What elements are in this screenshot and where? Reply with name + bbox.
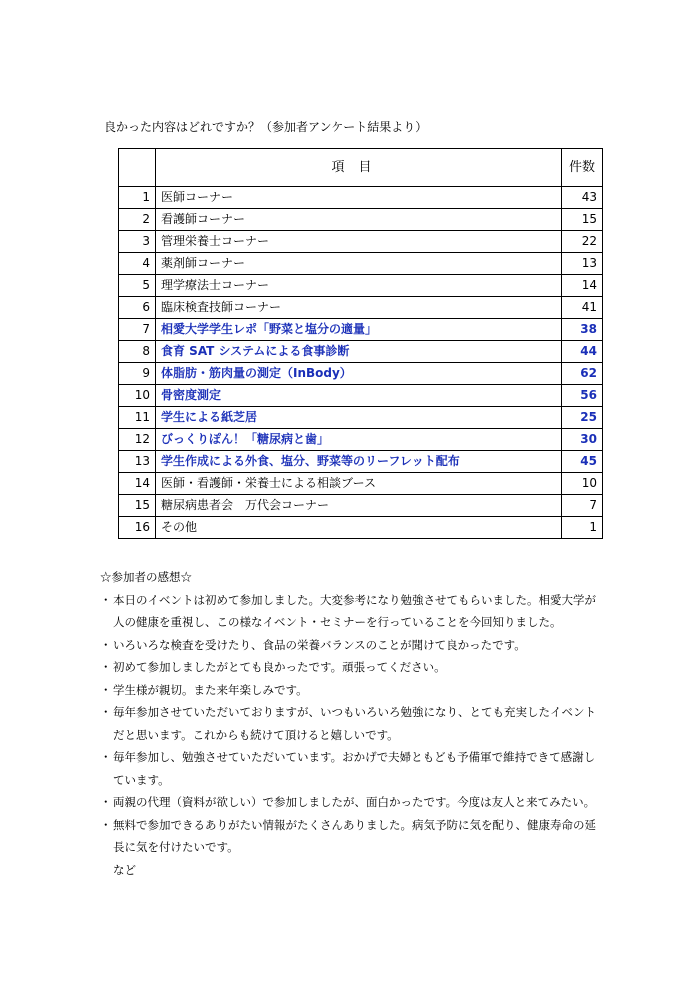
comment-bullet: ・ [100, 750, 112, 764]
comment-line: だと思います。これからも続けて頂けると嬉しいです。 [113, 727, 399, 742]
table-row [119, 517, 603, 539]
row-count-cell: 44 [562, 341, 603, 363]
row-number-cell: 2 [119, 209, 156, 231]
row-item-cell: その他 [156, 517, 562, 539]
comment-line: 人の健康を重視し、この様なイベント・セミナーを行っていることを今回知りました。 [113, 615, 562, 629]
comment-line: 本日のイベントは初めて参加しました。大変参考になり勉強させてもらいました。相愛大学が [113, 592, 596, 607]
row-item-cell: 学生による紙芝居 [156, 407, 562, 429]
row-count-cell: 25 [562, 407, 603, 429]
row-number-cell: 3 [119, 231, 156, 253]
comment-item [100, 656, 620, 679]
table-header-row [119, 149, 603, 187]
comment-item [100, 634, 620, 657]
row-count-cell: 41 [562, 297, 603, 319]
row-count-cell: 1 [562, 517, 603, 539]
table-row [119, 275, 603, 297]
table-row [119, 209, 603, 231]
comment-item [100, 679, 620, 702]
comment-bullet: ・ [100, 682, 112, 697]
row-count-cell: 38 [562, 319, 603, 341]
comment-line: 無料で参加できるありがたい情報がたくさんありました。病気予防に気を配り、健康寿命の延 [113, 817, 596, 832]
table-row [119, 253, 603, 275]
row-number-cell: 5 [119, 275, 156, 297]
row-count-cell: 56 [562, 385, 603, 407]
row-number-cell: 16 [119, 517, 156, 539]
row-number-cell: 4 [119, 253, 156, 275]
row-number-cell: 6 [119, 297, 156, 319]
row-item-cell: 臨床検査技師コーナー [156, 297, 562, 319]
survey-results-table [118, 148, 603, 539]
table-row [119, 473, 603, 495]
row-item-cell: 骨密度測定 [156, 385, 562, 407]
row-number-cell: 10 [119, 385, 156, 407]
row-count-cell: 62 [562, 363, 603, 385]
row-number-cell: 7 [119, 319, 156, 341]
comment-item [100, 746, 620, 791]
row-item-cell: 学生作成による外食、塩分、野菜等のリーフレット配布 [156, 451, 562, 473]
comment-bullet: ・ [100, 592, 112, 607]
comment-bullet: ・ [100, 637, 112, 652]
row-number-cell: 13 [119, 451, 156, 473]
row-number-cell: 12 [119, 429, 156, 451]
comment-line: いろいろな検査を受けたり、食品の栄養バランスのことが聞けて良かったです。 [113, 637, 526, 652]
comment-line: 初めて参加しましたがとても良かったです。頑張ってください。 [113, 660, 446, 674]
row-item-cell: 看護師コーナー [156, 209, 562, 231]
table-row [119, 231, 603, 253]
comment-line: ています。 [113, 772, 170, 787]
table-row [119, 407, 603, 429]
row-number-cell: 1 [119, 187, 156, 209]
table-row [119, 341, 603, 363]
row-count-cell: 43 [562, 187, 603, 209]
row-number-cell: 8 [119, 341, 156, 363]
row-item-cell: 医師コーナー [156, 187, 562, 209]
row-count-cell: 45 [562, 451, 603, 473]
comment-item [100, 814, 620, 859]
impressions-section [100, 566, 620, 881]
row-count-cell: 14 [562, 275, 603, 297]
impressions-title: ☆参加者の感想☆ [100, 570, 192, 584]
comment-line: 両親の代理（資料が欲しい）で参加しましたが、面白かったです。今度は友人と来てみたい。 [113, 795, 596, 809]
comment-line: 毎年参加させていただいておりますが、いつもいろいろ勉強になり、とても充実したイベント [113, 705, 596, 719]
header-count-cell: 件数 [562, 149, 603, 187]
row-item-cell: 薬剤師コーナー [156, 253, 562, 275]
row-number-cell: 15 [119, 495, 156, 517]
table-body [119, 187, 603, 539]
comments-list [100, 589, 620, 859]
comment-item [100, 791, 620, 814]
comment-line: 長に気を付けたいです。 [113, 840, 239, 854]
table-row [119, 319, 603, 341]
table-row [119, 495, 603, 517]
row-count-cell: 15 [562, 209, 603, 231]
comment-bullet: ・ [100, 660, 112, 674]
table-row [119, 187, 603, 209]
row-item-cell: 食育 SAT システムによる食事診断 [156, 341, 562, 363]
row-number-cell: 11 [119, 407, 156, 429]
row-count-cell: 30 [562, 429, 603, 451]
comment-item [100, 589, 620, 634]
table-row [119, 429, 603, 451]
table-row [119, 451, 603, 473]
row-count-cell: 13 [562, 253, 603, 275]
row-item-cell: 管理栄養士コーナー [156, 231, 562, 253]
row-count-cell: 22 [562, 231, 603, 253]
comment-line: 学生様が親切。また来年楽しみです。 [113, 682, 308, 697]
table-row [119, 363, 603, 385]
row-number-cell: 14 [119, 473, 156, 495]
closing-text: など [113, 862, 136, 877]
comment-bullet: ・ [100, 795, 112, 809]
row-item-cell: びっくりぽん！「糖尿病と歯」 [156, 429, 562, 451]
row-item-cell: 理学療法士コーナー [156, 275, 562, 297]
comment-item [100, 701, 620, 746]
survey-heading: 良かった内容はどれですか？（参加者アンケート結果より） [104, 120, 428, 134]
row-item-cell: 糖尿病患者会 万代会コーナー [156, 495, 562, 517]
header-item-cell: 項目 [156, 149, 562, 187]
comment-line: 毎年参加し、勉強させていただいています。おかげで夫婦ともども予備軍で維持できて感謝し [113, 750, 596, 764]
table-row [119, 385, 603, 407]
table-row [119, 297, 603, 319]
row-item-cell: 医師・看護師・栄養士による相談ブース [156, 473, 562, 495]
row-count-cell: 10 [562, 473, 603, 495]
header-number-cell [119, 149, 156, 187]
comment-bullet: ・ [100, 817, 112, 832]
row-item-cell: 体脂肪・筋肉量の測定（InBody） [156, 363, 562, 385]
row-item-cell: 相愛大学学生レポ「野菜と塩分の適量」 [156, 319, 562, 341]
row-count-cell: 7 [562, 495, 603, 517]
row-number-cell: 9 [119, 363, 156, 385]
comment-bullet: ・ [100, 705, 112, 719]
